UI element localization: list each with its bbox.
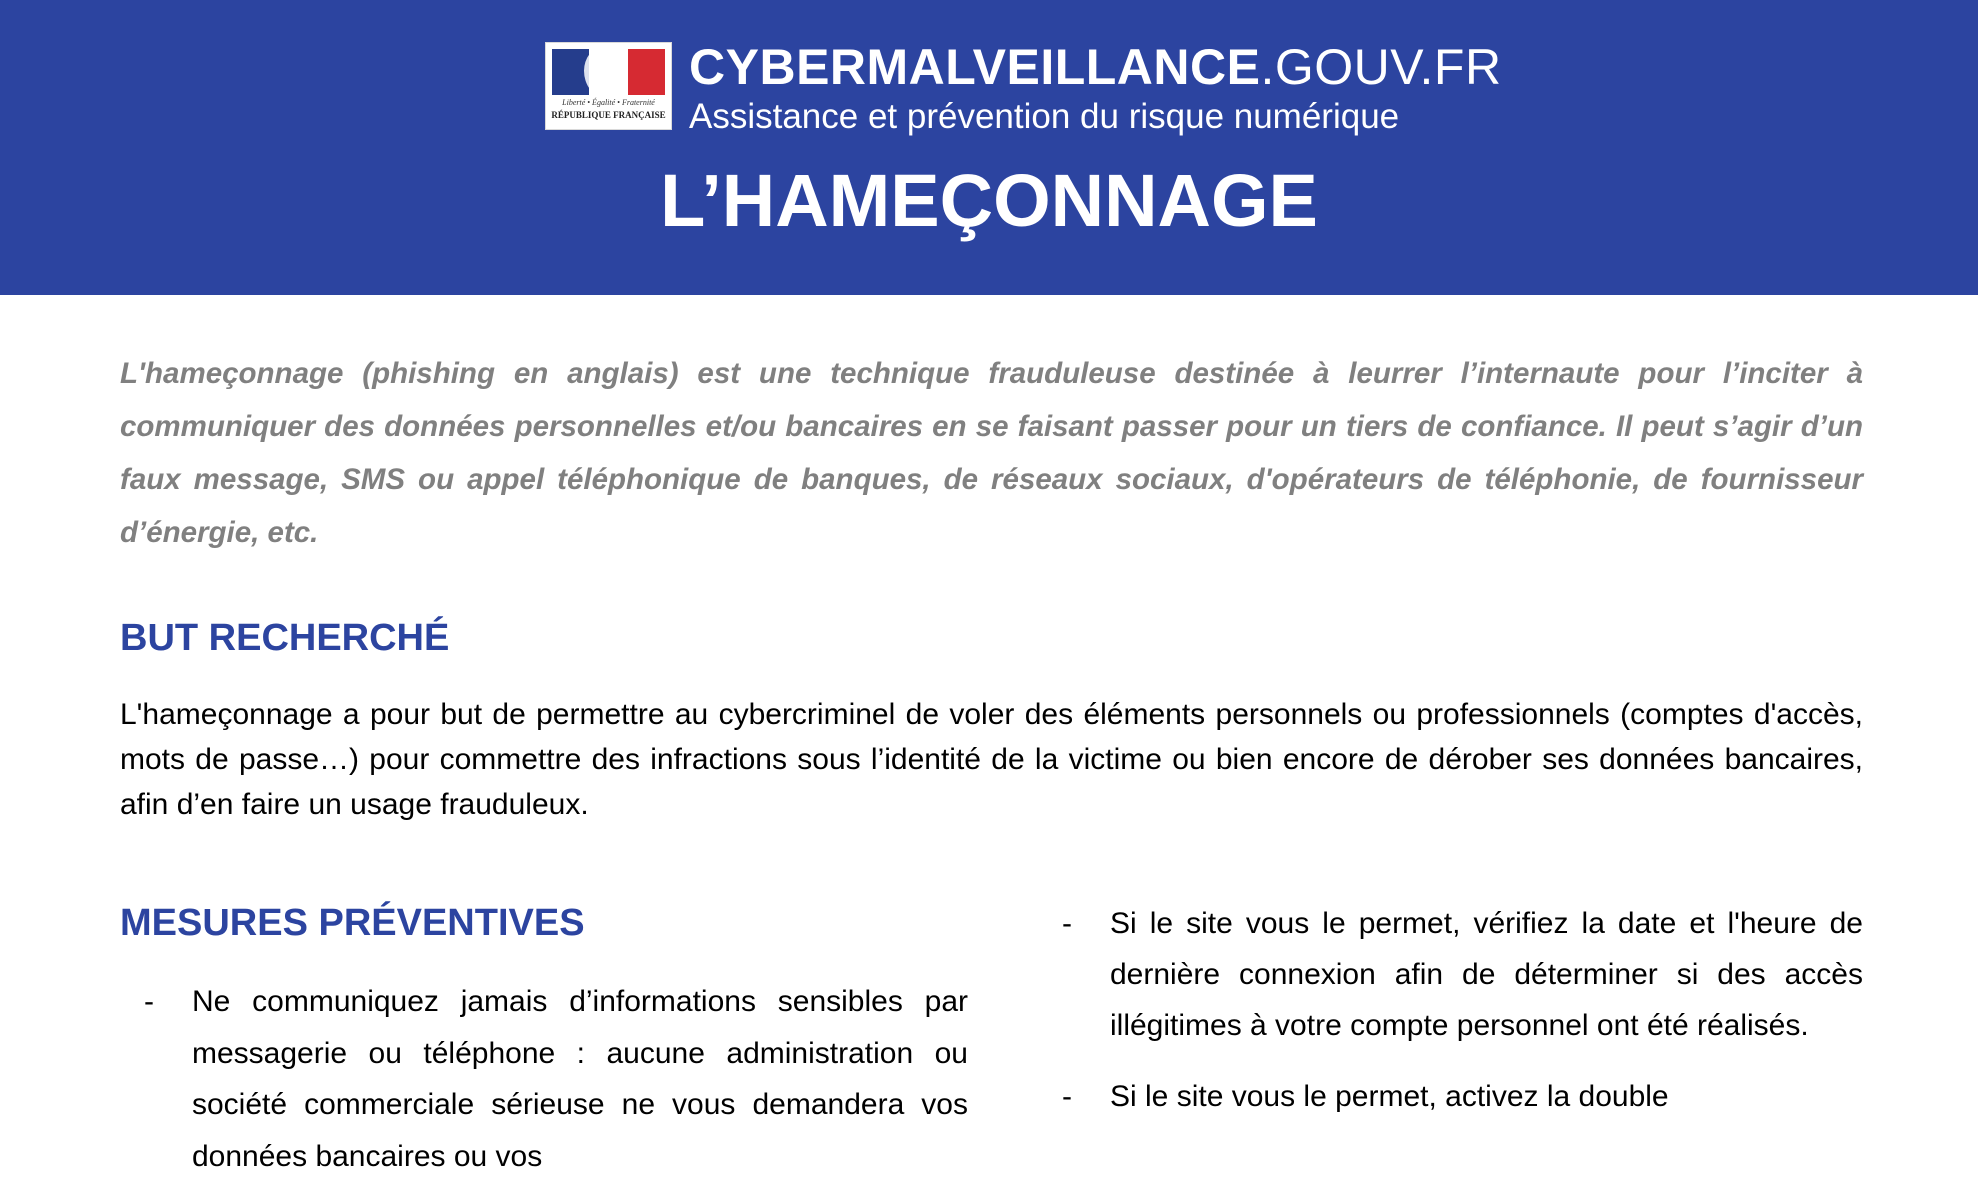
marianne-profile-icon xyxy=(584,47,624,97)
site-name-bold: CYBERMALVEILLANCE xyxy=(689,39,1261,95)
logo-motto: Liberté • Égalité • Fraternité xyxy=(562,98,655,107)
logo-republic-label: RÉPUBLIQUE FRANÇAISE xyxy=(551,110,666,120)
intro-paragraph: L'hameçonnage (phishing en anglais) est une technique frauduleuse destinée à leurrer l’internaute pour l’inciter à communiquer des données personnelles et/ou bancaires en se faisant passer pour un tiers de confiance. Il peut s’agir d’un faux message, SMS ou appel téléphonique de banques, de réseaux sociaux, d'opérateurs de téléphonie, de fournisseur d’énergie, etc. xyxy=(120,357,1863,549)
header-banner xyxy=(0,0,1978,295)
list-item-text: Ne communiquez jamais d’informations sensibles par messagerie ou téléphone : aucune administration ou société commerciale sérieuse ne vous demandera vos données bancaires ou vos xyxy=(192,985,968,1173)
section-heading-but: BUT RECHERCHÉ xyxy=(120,617,450,659)
list-item-text: Si le site vous le permet, activez la double xyxy=(1110,1080,1669,1113)
preventive-list-left xyxy=(120,976,968,1182)
page-title: L’HAMEÇONNAGE xyxy=(660,159,1318,242)
list-item xyxy=(1038,1071,1863,1122)
bullet-dash: - xyxy=(144,985,154,1018)
site-name xyxy=(689,38,1502,96)
list-item-text: Si le site vous le permet, vérifiez la date et l'heure de dernière connexion afin de déterminer si des accès illégitimes à votre compte personnel ont été réalisés. xyxy=(1110,907,1863,1042)
but-paragraph: L'hameçonnage a pour but de permettre au cybercriminel de voler des éléments personnels ou professionnels (comptes d'accès, mots de passe…) pour commettre des infractions sous l’identité de la victime ou bien encore de dérober ses données bancaires, afin d’en faire un usage frauduleux. xyxy=(120,698,1863,821)
bullet-dash: - xyxy=(1062,1080,1072,1113)
list-item xyxy=(1038,898,1863,1051)
site-tagline: Assistance et prévention du risque numérique xyxy=(689,97,1400,136)
section-heading-mesures: MESURES PRÉVENTIVES xyxy=(120,902,585,944)
site-name-domain: .GOUV.FR xyxy=(1260,39,1502,95)
marianne-logo xyxy=(545,42,672,130)
bullet-dash: - xyxy=(1062,907,1072,940)
preventive-list-right xyxy=(1038,898,1863,1142)
list-item xyxy=(120,976,968,1182)
